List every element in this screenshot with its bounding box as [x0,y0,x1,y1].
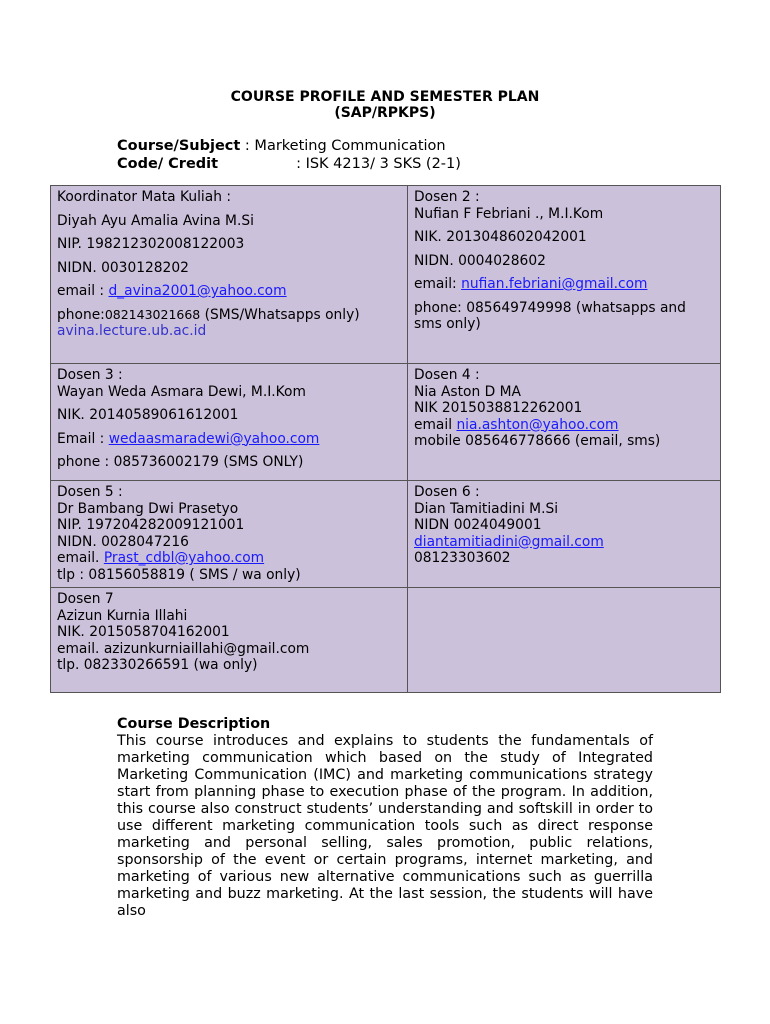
dosen2-email-line [414,276,714,293]
dosen5-email-label: email. [57,550,104,566]
dosen6-heading: Dosen 6 : [414,484,480,500]
lecturer-table [50,185,721,693]
dosen2-nik: NIK. 2013048602042001 [414,229,587,245]
dosen6-name: Dian Tamitiadini M.Si [414,500,559,517]
course-subject-value: : Marketing Communication [240,138,446,154]
dosen3-heading: Dosen 3 : [57,367,123,383]
dosen2-email-label: email: [414,276,462,292]
dosen4-cell [408,364,721,481]
dosen5-email-link[interactable]: Prast_cdbl@yahoo.com [103,550,265,566]
course-description-heading: Course Description [117,716,271,732]
coordinator-website-link[interactable]: avina.lecture.ub.ac.id [57,323,207,339]
dosen7-tlp: tlp. 082330266591 (wa only) [57,657,258,673]
dosen2-nidn: NIDN. 0004028602 [414,252,546,269]
dosen3-cell [51,364,408,481]
document-subtitle: (SAP/RPKPS) [334,105,436,121]
dosen3-email-label: Email : [57,430,109,447]
table-row [51,364,721,481]
dosen3-name: Wayan Weda Asmara Dewi, M.I.Kom [57,383,306,400]
coordinator-phone-label: phone: [57,306,105,323]
dosen6-email-link[interactable]: diantamitiadini@gmail.com [414,533,604,550]
table-row [51,481,721,588]
dosen5-cell [51,481,408,588]
dosen2-name: Nufian F Febriani ., M.I.Kom [414,205,604,222]
dosen4-email-link[interactable]: nia.ashton@yahoo.com [456,416,619,433]
coordinator-phone-line [57,307,401,324]
dosen4-heading: Dosen 4 : [414,367,480,383]
coordinator-phone-number: 082143021668 [104,306,201,322]
course-code-value: : ISK 4213/ 3 SKS (2-1) [296,156,461,172]
dosen6-phone: 08123303602 [414,550,511,566]
dosen5-nidn: NIDN. 0028047216 [57,533,189,550]
table-row [51,588,721,693]
coordinator-email-label: email : [57,283,109,299]
dosen2-heading: Dosen 2 : [414,189,480,205]
course-code-line [117,156,461,173]
empty-cell [408,588,721,693]
coordinator-nidn: NIDN. 0030128202 [57,259,189,276]
coordinator-heading: Koordinator Mata Kuliah : [57,189,231,205]
course-description-body: This course introduces and explains to students the fundamentals of marketing communication which based on the study of Integrated Marketing Communication (IMC) and marketing communications strategy start from planning phase to execution phase of the program. In addition, this course also construct students’ understanding and softskill in order to use different marketing communication tools such as direct response marketing and personal selling, sales promotion, public relations, sponsorship of the event or certain programs, internet marketing, and marketing of various new alternative communications such as guerrilla marketing and buzz marketing. At the last session, the students will have also [117,733,653,919]
dosen7-heading: Dosen 7 [57,591,114,607]
dosen2-email-link[interactable]: nufian.febriani@gmail.com [461,276,648,292]
dosen7-name: Azizun Kurnia Illahi [57,607,188,624]
dosen6-cell [408,481,721,588]
dosen6-nidn: NIDN 0024049001 [414,517,542,533]
dosen5-tlp: tlp : 08156058819 ( SMS / wa only) [57,566,301,583]
dosen2-phone: phone: 085649749998 (whatsapps and sms only) [414,299,686,332]
dosen7-nik: NIK. 2015058704162001 [57,624,230,640]
dosen5-email-line [57,550,401,567]
dosen4-nik: NIK 2015038812262001 [414,400,583,416]
dosen4-email-line [414,417,714,434]
dosen5-heading: Dosen 5 : [57,484,123,500]
coordinator-email-link[interactable]: d_avina2001@yahoo.com [108,283,287,299]
document-title: COURSE PROFILE AND SEMESTER PLAN [230,89,540,105]
dosen3-phone: phone : 085736002179 (SMS ONLY) [57,454,304,470]
dosen2-cell [408,186,721,364]
dosen7-cell [51,588,408,693]
coordinator-email-line [57,283,401,300]
dosen3-email-line [57,431,401,448]
dosen5-name: Dr Bambang Dwi Prasetyo [57,500,239,517]
dosen7-email: email. azizunkurniaillahi@gmail.com [57,640,310,657]
dosen5-nip: NIP. 197204282009121001 [57,517,245,533]
course-subject-label: Course/Subject [117,138,241,154]
dosen4-email-label: email [414,416,457,433]
coordinator-nip: NIP. 198212302008122003 [57,236,245,252]
dosen3-email-link[interactable]: wedaasmaradewi@yahoo.com [108,430,320,447]
coordinator-name: Diyah Ayu Amalia Avina M.Si [57,212,254,229]
table-row [51,186,721,364]
dosen3-nik: NIK. 20140589061612001 [57,407,239,423]
course-description-section [117,716,653,920]
course-subject-line [117,138,446,155]
course-code-label: Code/ Credit [117,156,219,172]
coordinator-cell [51,186,408,364]
coordinator-phone-note: (SMS/Whatsapps only) [200,306,360,323]
dosen4-mobile: mobile 085646778666 (email, sms) [414,433,661,449]
dosen4-name: Nia Aston D MA [414,383,521,400]
